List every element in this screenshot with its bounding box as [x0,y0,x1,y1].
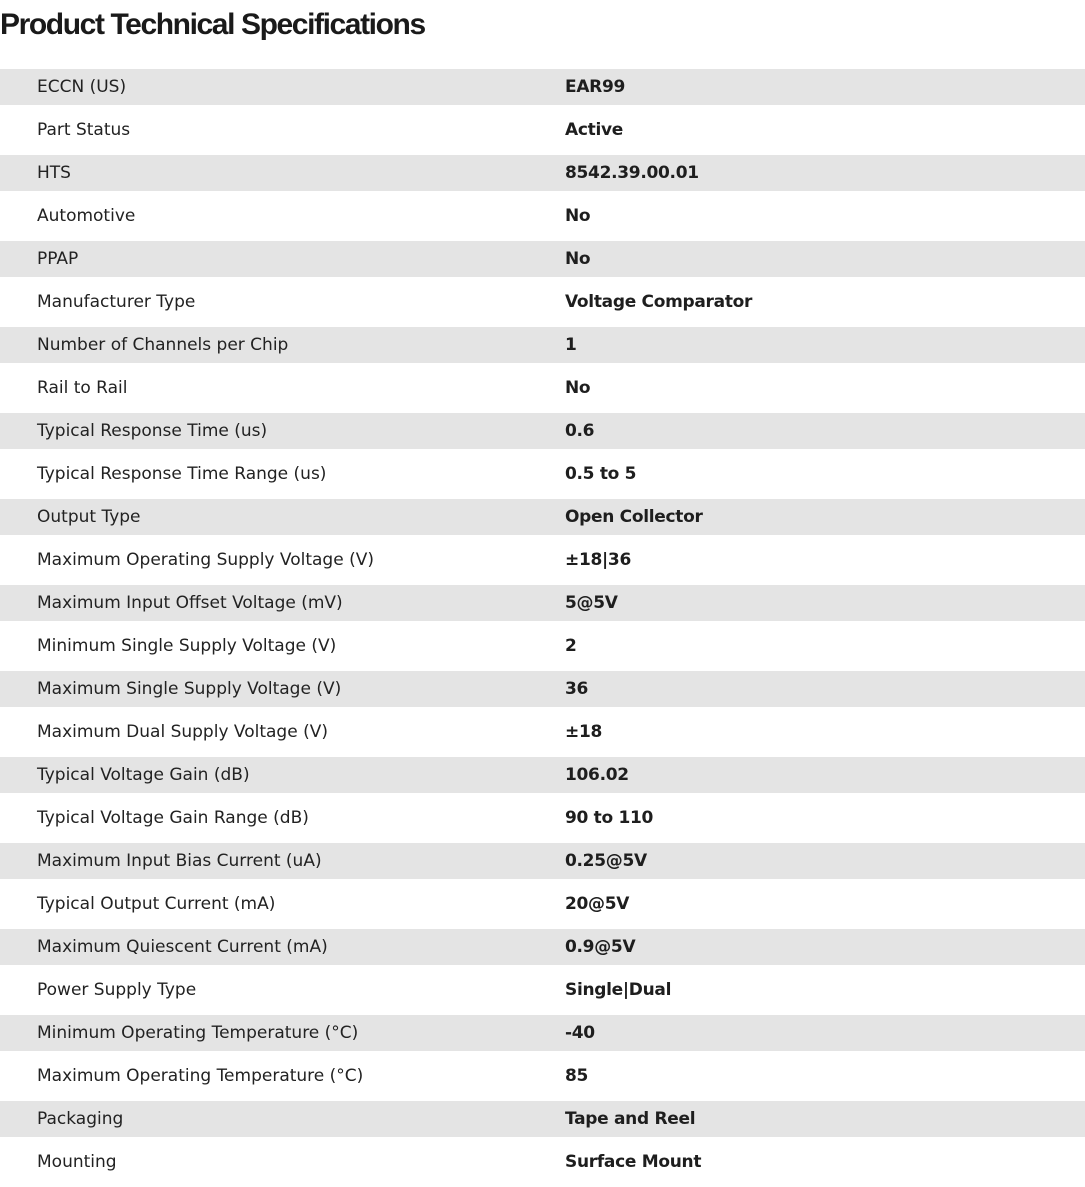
spec-label: Maximum Quiescent Current (mA) [37,937,328,957]
spec-row-typical-output-current [0,883,1085,929]
spec-row-max-input-offset-voltage [0,585,1085,625]
spec-row-ppap [0,241,1085,281]
spec-row-mounting [0,1141,1085,1187]
spec-value: -40 [565,1023,595,1043]
spec-row-max-dual-supply-voltage [0,711,1085,757]
spec-value: 0.6 [565,421,595,441]
spec-row-packaging [0,1101,1085,1141]
spec-label: Maximum Operating Temperature (°C) [37,1066,364,1086]
spec-value: ±18|36 [565,550,631,570]
spec-value: 90 to 110 [565,808,654,828]
spec-row-max-input-bias-current [0,843,1085,883]
spec-label: Maximum Single Supply Voltage (V) [37,679,342,699]
spec-label: Output Type [37,507,141,527]
spec-value: No [565,378,591,398]
spec-label: Maximum Operating Supply Voltage (V) [37,550,374,570]
spec-label: Typical Response Time Range (us) [37,464,327,484]
spec-row-hts [0,155,1085,195]
spec-row-min-single-supply-voltage [0,625,1085,671]
spec-value: No [565,249,591,269]
spec-value: 36 [565,679,589,699]
spec-label: Typical Voltage Gain (dB) [37,765,250,785]
spec-value: 1 [565,335,577,355]
spec-table [0,69,1085,1187]
spec-label: ECCN (US) [37,77,127,97]
spec-label: Typical Output Current (mA) [37,894,276,914]
spec-value: 2 [565,636,577,656]
spec-row-manufacturer-type [0,281,1085,327]
spec-row-typical-response-time-range [0,453,1085,499]
spec-value: 20@5V [565,894,630,914]
spec-label: Power Supply Type [37,980,197,1000]
spec-label: Minimum Single Supply Voltage (V) [37,636,337,656]
spec-label: Automotive [37,206,136,226]
spec-row-typical-voltage-gain [0,757,1085,797]
spec-row-typical-voltage-gain-range [0,797,1085,843]
spec-value: Surface Mount [565,1152,702,1172]
spec-label: Packaging [37,1109,124,1129]
spec-row-typical-response-time [0,413,1085,453]
spec-value: 8542.39.00.01 [565,163,699,183]
spec-value: No [565,206,591,226]
spec-value: Voltage Comparator [565,292,753,312]
spec-label: Manufacturer Type [37,292,196,312]
spec-value: 106.02 [565,765,629,785]
spec-row-channels-per-chip [0,327,1085,367]
spec-label: Typical Response Time (us) [37,421,268,441]
spec-value: EAR99 [565,77,626,97]
spec-label: Maximum Input Bias Current (uA) [37,851,322,871]
spec-label: Minimum Operating Temperature (°C) [37,1023,359,1043]
spec-row-max-single-supply-voltage [0,671,1085,711]
spec-value: 0.5 to 5 [565,464,637,484]
spec-value: Active [565,120,623,140]
spec-value: 5@5V [565,593,618,613]
spec-label: Mounting [37,1152,117,1172]
spec-row-max-operating-temperature [0,1055,1085,1101]
spec-row-max-operating-supply-voltage [0,539,1085,585]
spec-row-part-status [0,109,1085,155]
spec-label: Maximum Input Offset Voltage (mV) [37,593,343,613]
spec-row-rail-to-rail [0,367,1085,413]
spec-value: Single|Dual [565,980,672,1000]
spec-label: PPAP [37,249,79,269]
spec-label: Typical Voltage Gain Range (dB) [37,808,309,828]
spec-value: 85 [565,1066,589,1086]
spec-label: HTS [37,163,71,183]
spec-row-min-operating-temperature [0,1015,1085,1055]
spec-label: Number of Channels per Chip [37,335,289,355]
spec-value: Tape and Reel [565,1109,696,1129]
spec-value: Open Collector [565,507,703,527]
spec-label: Rail to Rail [37,378,128,398]
spec-row-automotive [0,195,1085,241]
spec-value: 0.25@5V [565,851,647,871]
spec-row-output-type [0,499,1085,539]
spec-row-max-quiescent-current [0,929,1085,969]
spec-value: 0.9@5V [565,937,636,957]
spec-label: Maximum Dual Supply Voltage (V) [37,722,328,742]
spec-row-eccn [0,69,1085,109]
spec-row-power-supply-type [0,969,1085,1015]
spec-label: Part Status [37,120,131,140]
spec-value: ±18 [565,722,603,742]
page-title: Product Technical Specifications [0,8,425,41]
